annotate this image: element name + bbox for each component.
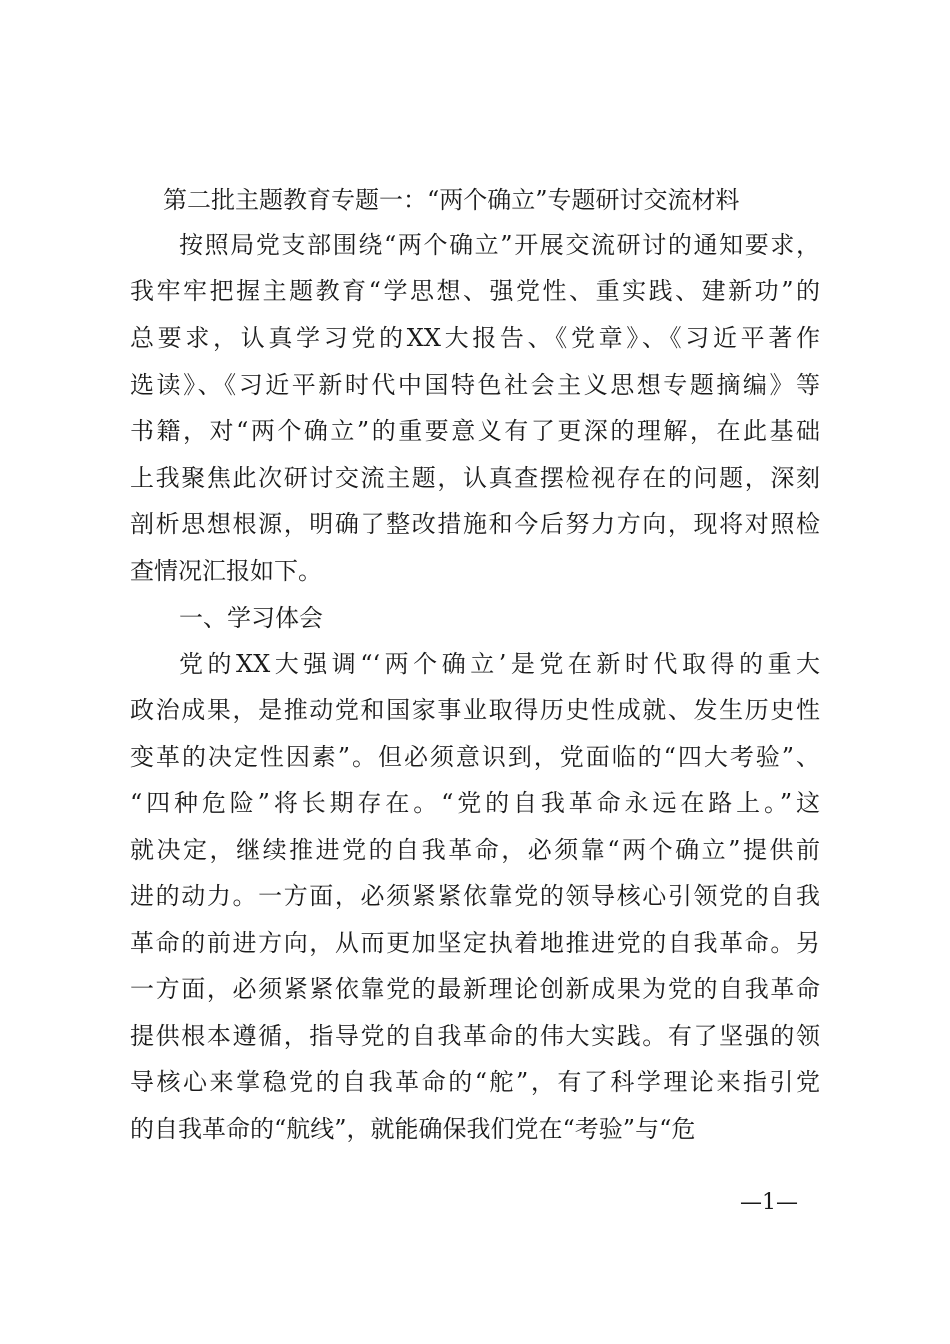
paragraph-line: 一方面，必须紧紧依靠党的最新理论创新成果为党的自我革命	[130, 975, 820, 1003]
paragraph-line: “四种危险”将长期存在。“党的自我革命永远在路上。”这	[130, 789, 820, 817]
paragraph-line: 变革的决定性因素”。但必须意识到，党面临的“四大考验”、	[130, 743, 820, 771]
paragraph-line: 提供根本遵循，指导党的自我革命的伟大实践。有了坚强的领	[130, 1022, 820, 1050]
paragraph-line: 政治成果，是推动党和国家事业取得历史性成就、发生历史性	[130, 696, 820, 724]
paragraph-line: 导核心来掌稳党的自我革命的“舵”，有了科学理论来指引党	[130, 1068, 820, 1096]
paragraph-line: 书籍，对“两个确立”的重要意义有了更深的理解，在此基础	[130, 417, 820, 445]
paragraph-line: 总要求，认真学习党的XX大报告、《党章》、《习近平著作	[130, 324, 820, 352]
page-number: —1—	[740, 1190, 798, 1215]
section-heading: 一、学习体会	[179, 604, 323, 632]
paragraph-line: 上我聚焦此次研讨交流主题，认真查摆检视存在的问题，深刻	[130, 464, 820, 492]
paragraph-line: 剖析思想根源，明确了整改措施和今后努力方向，现将对照检	[130, 510, 820, 538]
paragraph-line: 按照局党支部围绕“两个确立”开展交流研讨的通知要求，	[179, 231, 820, 259]
document-title: 第二批主题教育专题一：“两个确立”专题研讨交流材料	[163, 186, 740, 214]
paragraph-line: 进的动力。一方面，必须紧紧依靠党的领导核心引领党的自我	[130, 882, 820, 910]
paragraph-line: 就决定，继续推进党的自我革命，必须靠“两个确立”提供前	[130, 836, 820, 864]
paragraph-line: 我牢牢把握主题教育“学思想、强党性、重实践、建新功”的	[130, 277, 820, 305]
paragraph-line: 查情况汇报如下。	[130, 557, 322, 585]
paragraph-line: 革命的前进方向，从而更加坚定执着地推进党的自我革命。另	[130, 929, 820, 957]
paragraph-line: 选读》、《习近平新时代中国特色社会主义思想专题摘编》等	[130, 371, 820, 399]
paragraph-line: 的自我革命的“航线”，就能确保我们党在“考验”与“危	[130, 1115, 696, 1143]
paragraph-line: 党的XX大强调“‘两个确立’是党在新时代取得的重大	[179, 650, 820, 678]
